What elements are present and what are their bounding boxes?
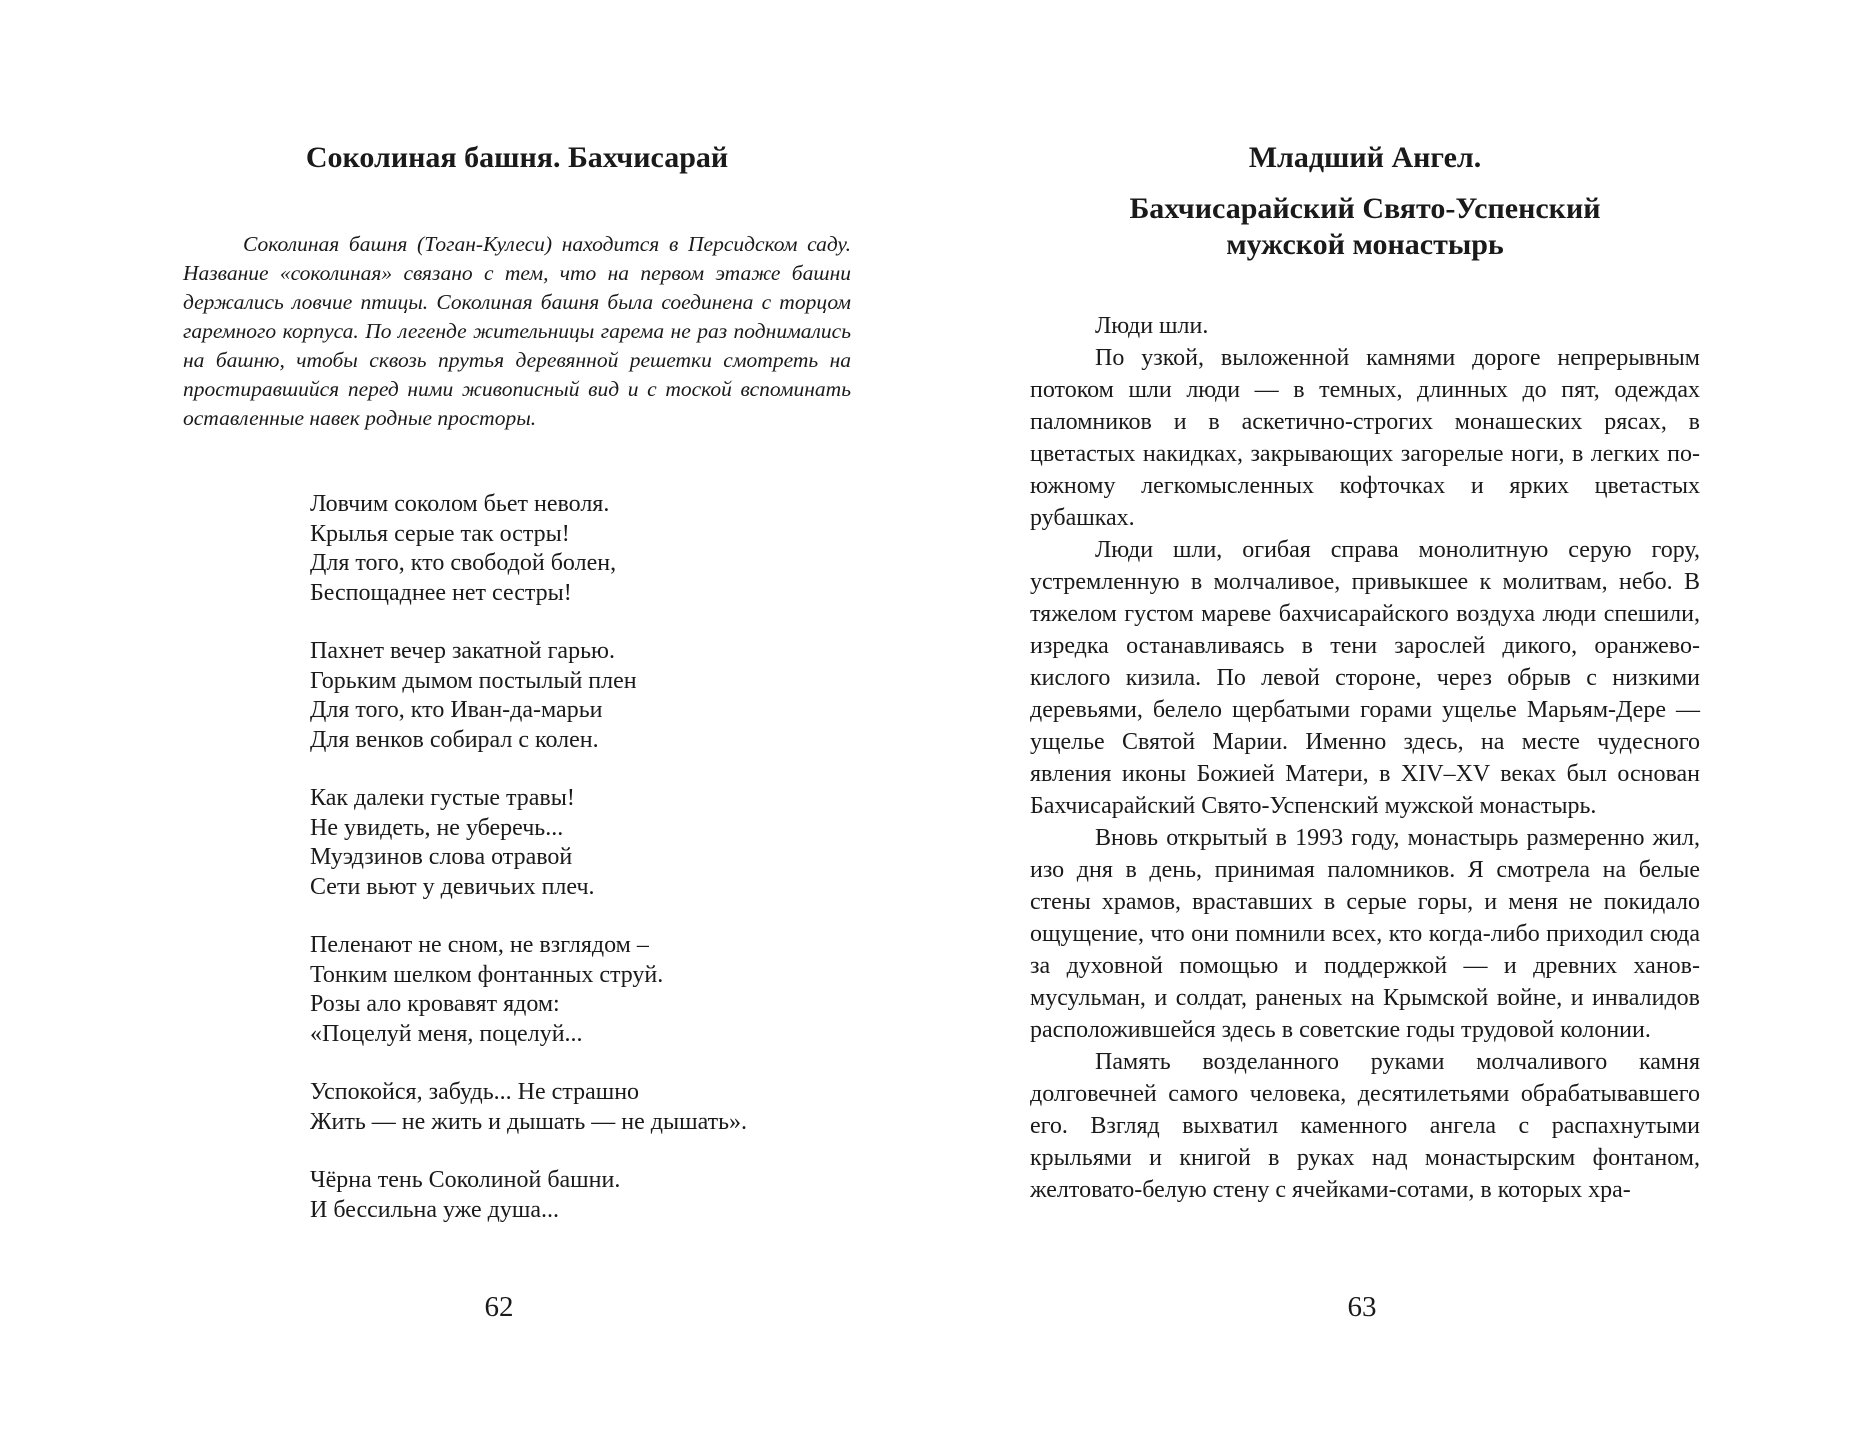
poem-line: Для венков собирал с колен. [310, 726, 599, 753]
poem-line: Тонким шелком фонтанных струй. [310, 961, 664, 988]
paragraph: Вновь открытый в 1993 году, монастырь размеренно жил, изо дня в день, принимая паломников. Я смотрела на белые стены храмов, враставших в серые горы, и меня не покидало ощущение, что они помнили всех, кто когда-либо приходил сюда за духовной помощью и поддержкой — и древних ханов-мусульман, и солдат, раненых на Крымской войне, и инвалидов расположившейся здесь в советские годы трудовой колонии. [1030, 825, 1700, 1043]
epigraph [183, 230, 851, 433]
poem-stanza-1 [310, 490, 830, 608]
poem-stanza-5 [310, 1078, 830, 1137]
poem-line: Сети вьют у девичьих плеч. [310, 873, 595, 900]
chapter-text [1030, 310, 1700, 1206]
poem-line: Ловчим соколом бьет неволя. [310, 491, 610, 517]
page-number-left: 62 [484, 1291, 514, 1323]
poem-line: Пахнет вечер закатной гарью. [310, 638, 615, 664]
right-page [935, 0, 1871, 1455]
poem-stanza-4 [310, 931, 830, 1049]
chapter-subtitle-line-2: мужской монастырь [1226, 228, 1504, 261]
poem-line: Розы ало кровавят ядом: [310, 991, 560, 1017]
poem-line: Крылья серые так остры! [310, 520, 570, 547]
poem-line: Муэдзинов слова отравой [310, 844, 573, 870]
chapter-title: Младший Ангел. [1248, 141, 1482, 174]
poem-line: Чёрна тень Соколиной башни. [310, 1167, 621, 1193]
poem-line: Для того, кто свободой болен, [310, 550, 617, 576]
left-page-title: Соколиная башня. Бахчисарай [305, 141, 729, 174]
poem [310, 490, 830, 1254]
poem-line: Как далеки густые травы! [310, 785, 575, 811]
poem-line: Для того, кто Иван-да-марьи [310, 697, 603, 723]
poem-line: Не увидеть, не уберечь... [310, 814, 564, 841]
poem-line: Беспощаднее нет сестры! [310, 579, 572, 606]
paragraph: Память возделанного руками молчаливого камня долговечней самого человека, десятилетьями обрабатывавшего его. Взгляд выхватил каменного ангела с распахнутыми крыльями и книгой в руках над монастырским фонтаном, желтовато-белую стену с ячейками-сотами, в которых хра- [1030, 1049, 1700, 1203]
chapter-subtitle-line-1: Бахчисарайский Свято-Успенский [1129, 192, 1601, 225]
poem-line: «Поцелуй меня, поцелуй... [310, 1020, 583, 1047]
page-number-right: 63 [1347, 1291, 1377, 1323]
poem-line: И бессильна уже душа... [310, 1196, 559, 1223]
paragraph: Люди шли. [1095, 313, 1209, 339]
poem-stanza-2 [310, 637, 830, 755]
poem-stanza-3 [310, 784, 830, 902]
paragraph: Люди шли, огибая справа монолитную серую гору, устремленную в молчаливое, привыкшее к молитвам, небо. В тяжелом густом мареве бахчисарайского воздуха люди спешили, изредка останавливаясь в тени зарослей дикого, оранжево-кислого кизила. По левой стороне, через обрыв с низкими деревьями, белело щербатыми горами ущелье Марьям-Дере — ущелье Святой Марии. Именно здесь, на месте чудесного явления иконы Божией Матери, в XIV–XV веках был основан Бахчисарайский Свято-Успенский мужской монастырь. [1030, 537, 1700, 819]
poem-stanza-6 [310, 1166, 830, 1225]
left-page [0, 0, 935, 1455]
poem-line: Жить — не жить и дышать — не дышать». [310, 1108, 748, 1135]
poem-line: Горьким дымом постылый плен [310, 667, 637, 694]
poem-line: Пеленают не сном, не взглядом – [310, 932, 649, 958]
right-page-title [1025, 140, 1705, 263]
poem-line: Успокойся, забудь... Не страшно [310, 1079, 640, 1105]
epigraph-text: Соколиная башня (Тоган-Кулеси) находится в Персидском саду. Название «соколиная» связано с тем, что на первом этаже башни держались ловчие птицы. Соколиная башня была соединена с торцом гаремного корпуса. По легенде жительницы гарема не раз поднимались на башню, чтобы сквозь прутья деревянной решетки смотреть на простиравшийся перед ними живописный вид и с тоской вспоминать оставленные навек родные просторы. [183, 232, 851, 430]
paragraph: По узкой, выложенной камнями дороге непрерывным потоком шли люди — в темных, длинных до пят, одеждах паломников и в аскетично-строгих монашеских рясах, в цветастых накидках, закрывающих загорелые ноги, в легких по-южному легкомысленных кофточках и ярких цветастых рубашках. [1030, 345, 1700, 531]
